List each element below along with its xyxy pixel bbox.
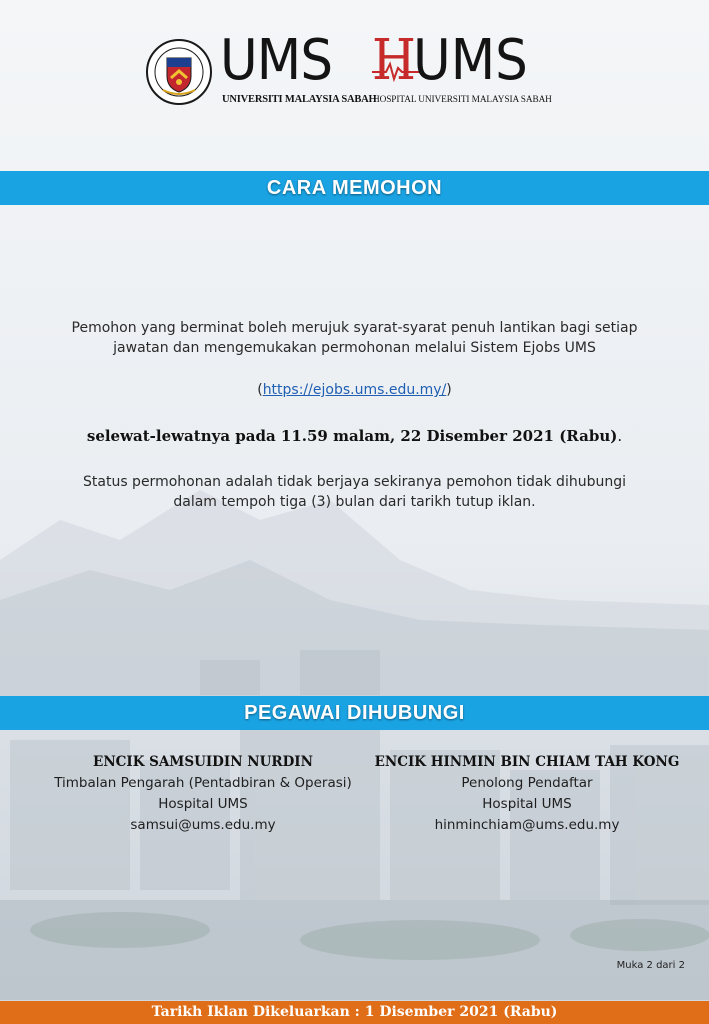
status-line-1: Status permohonan adalah tidak berjaya sekiranya pemohon tidak dihubungi: [83, 474, 626, 490]
hums-wordmark: UMS: [413, 28, 528, 93]
contact-name: ENCIK SAMSUIDIN NURDIN: [93, 754, 313, 770]
contact-name: ENCIK HINMIN BIN CHIAM TAH KONG: [374, 754, 680, 770]
ums-wordmark: UMS: [220, 28, 333, 93]
deadline-line: [40, 426, 669, 446]
page-number: Muka 2 dari 2: [616, 960, 685, 971]
hums-subtitle: HOSPITAL UNIVERSITI MALAYSIA SABAH: [373, 95, 552, 105]
status-paragraph: [40, 472, 669, 512]
ums-subtitle: UNIVERSITI MALAYSIA SABAH: [222, 94, 377, 105]
contact-title: Timbalan Pengarah (Pentadbiran & Operasi): [54, 775, 352, 791]
ums-seal-icon: [145, 38, 213, 106]
contact-card-1: [43, 752, 363, 836]
footer-date-bar: Tarikh Iklan Dikeluarkan : 1 Disember 2021 (Rabu): [0, 1001, 709, 1024]
header-logos: [0, 28, 709, 114]
link-close-paren: ): [446, 382, 452, 398]
contact-org: Hospital UMS: [482, 796, 572, 812]
ejobs-link-line: [40, 380, 669, 400]
deadline-text: selewat-lewatnya pada 11.59 malam, 22 Disember 2021 (Rabu): [86, 427, 618, 445]
contact-card-2: [367, 752, 687, 836]
contact-email[interactable]: hinminchiam@ums.edu.my: [434, 817, 620, 833]
contact-email[interactable]: samsui@ums.edu.my: [130, 817, 276, 833]
section-heading-pegawai-dihubungi: PEGAWAI DIHUBUNGI: [0, 696, 709, 730]
link-open-paren: (: [257, 382, 263, 398]
intro-line-1: Pemohon yang berminat boleh merujuk syarat-syarat penuh lantikan bagi setiap: [71, 320, 638, 336]
hums-letter-h: H: [372, 28, 416, 93]
intro-paragraph: [40, 318, 669, 358]
intro-line-2: jawatan dan mengemukakan permohonan melalui Sistem Ejobs UMS: [113, 340, 596, 356]
contact-title: Penolong Pendaftar: [461, 775, 593, 791]
ejobs-link[interactable]: https://ejobs.ums.edu.my/: [262, 382, 447, 398]
section-heading-cara-memohon: CARA MEMOHON: [0, 171, 709, 205]
contact-org: Hospital UMS: [158, 796, 248, 812]
deadline-period: .: [617, 427, 623, 445]
status-line-2: dalam tempoh tiga (3) bulan dari tarikh tutup iklan.: [173, 494, 536, 510]
